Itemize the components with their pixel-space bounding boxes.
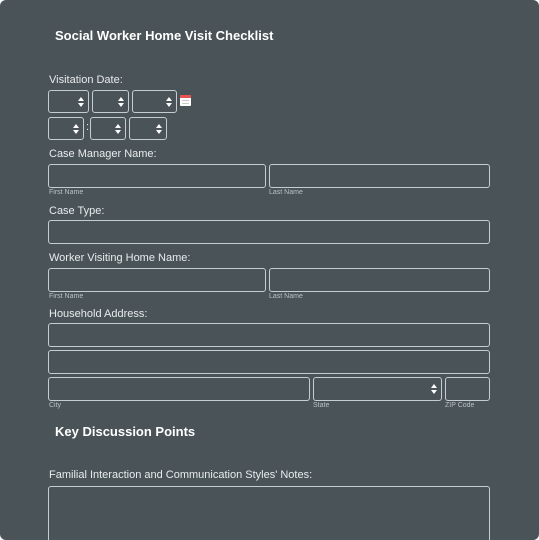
visitation-date-label: Visitation Date: xyxy=(49,74,123,86)
select-arrows-icon xyxy=(156,124,162,134)
time-minute-select[interactable] xyxy=(90,117,126,140)
worker-first-name-input[interactable] xyxy=(48,268,266,292)
address-state-select[interactable] xyxy=(313,377,442,401)
calendar-icon[interactable] xyxy=(180,95,191,106)
select-arrows-icon xyxy=(73,124,79,134)
state-sublabel: State xyxy=(313,402,330,409)
address-line1-input[interactable] xyxy=(48,323,490,347)
section-heading-discussion: Key Discussion Points xyxy=(55,424,196,439)
zip-sublabel: ZIP Code xyxy=(445,402,475,409)
select-arrows-icon xyxy=(118,97,124,107)
worker-last-name-input[interactable] xyxy=(269,268,490,292)
case-manager-last-name-input[interactable] xyxy=(269,164,490,188)
date-day-select[interactable] xyxy=(92,90,129,113)
worker-last-sublabel: Last Name xyxy=(269,293,303,300)
worker-name-label: Worker Visiting Home Name: xyxy=(49,252,191,264)
case-manager-first-name-input[interactable] xyxy=(48,164,266,188)
worker-first-sublabel: First Name xyxy=(49,293,84,300)
address-city-input[interactable] xyxy=(48,377,310,401)
time-hour-select[interactable] xyxy=(48,117,84,140)
notes-textarea[interactable] xyxy=(48,486,490,540)
time-separator: : xyxy=(86,121,90,133)
time-ampm-select[interactable] xyxy=(129,117,167,140)
address-line2-input[interactable] xyxy=(48,350,490,374)
notes-label: Familial Interaction and Communication Styles' Notes: xyxy=(49,469,313,481)
select-arrows-icon xyxy=(78,97,84,107)
case-manager-first-sublabel: First Name xyxy=(49,189,84,196)
date-month-select[interactable] xyxy=(48,90,89,113)
date-year-select[interactable] xyxy=(132,90,177,113)
household-address-label: Household Address: xyxy=(49,308,148,320)
city-sublabel: City xyxy=(49,402,62,409)
case-manager-last-sublabel: Last Name xyxy=(269,189,303,196)
case-manager-label: Case Manager Name: xyxy=(49,148,157,160)
select-arrows-icon xyxy=(115,124,121,134)
case-type-input[interactable] xyxy=(48,220,490,244)
select-arrows-icon xyxy=(431,384,437,394)
case-type-label: Case Type: xyxy=(49,205,105,217)
form-title: Social Worker Home Visit Checklist xyxy=(55,28,274,43)
select-arrows-icon xyxy=(166,97,172,107)
address-zip-input[interactable] xyxy=(445,377,490,401)
